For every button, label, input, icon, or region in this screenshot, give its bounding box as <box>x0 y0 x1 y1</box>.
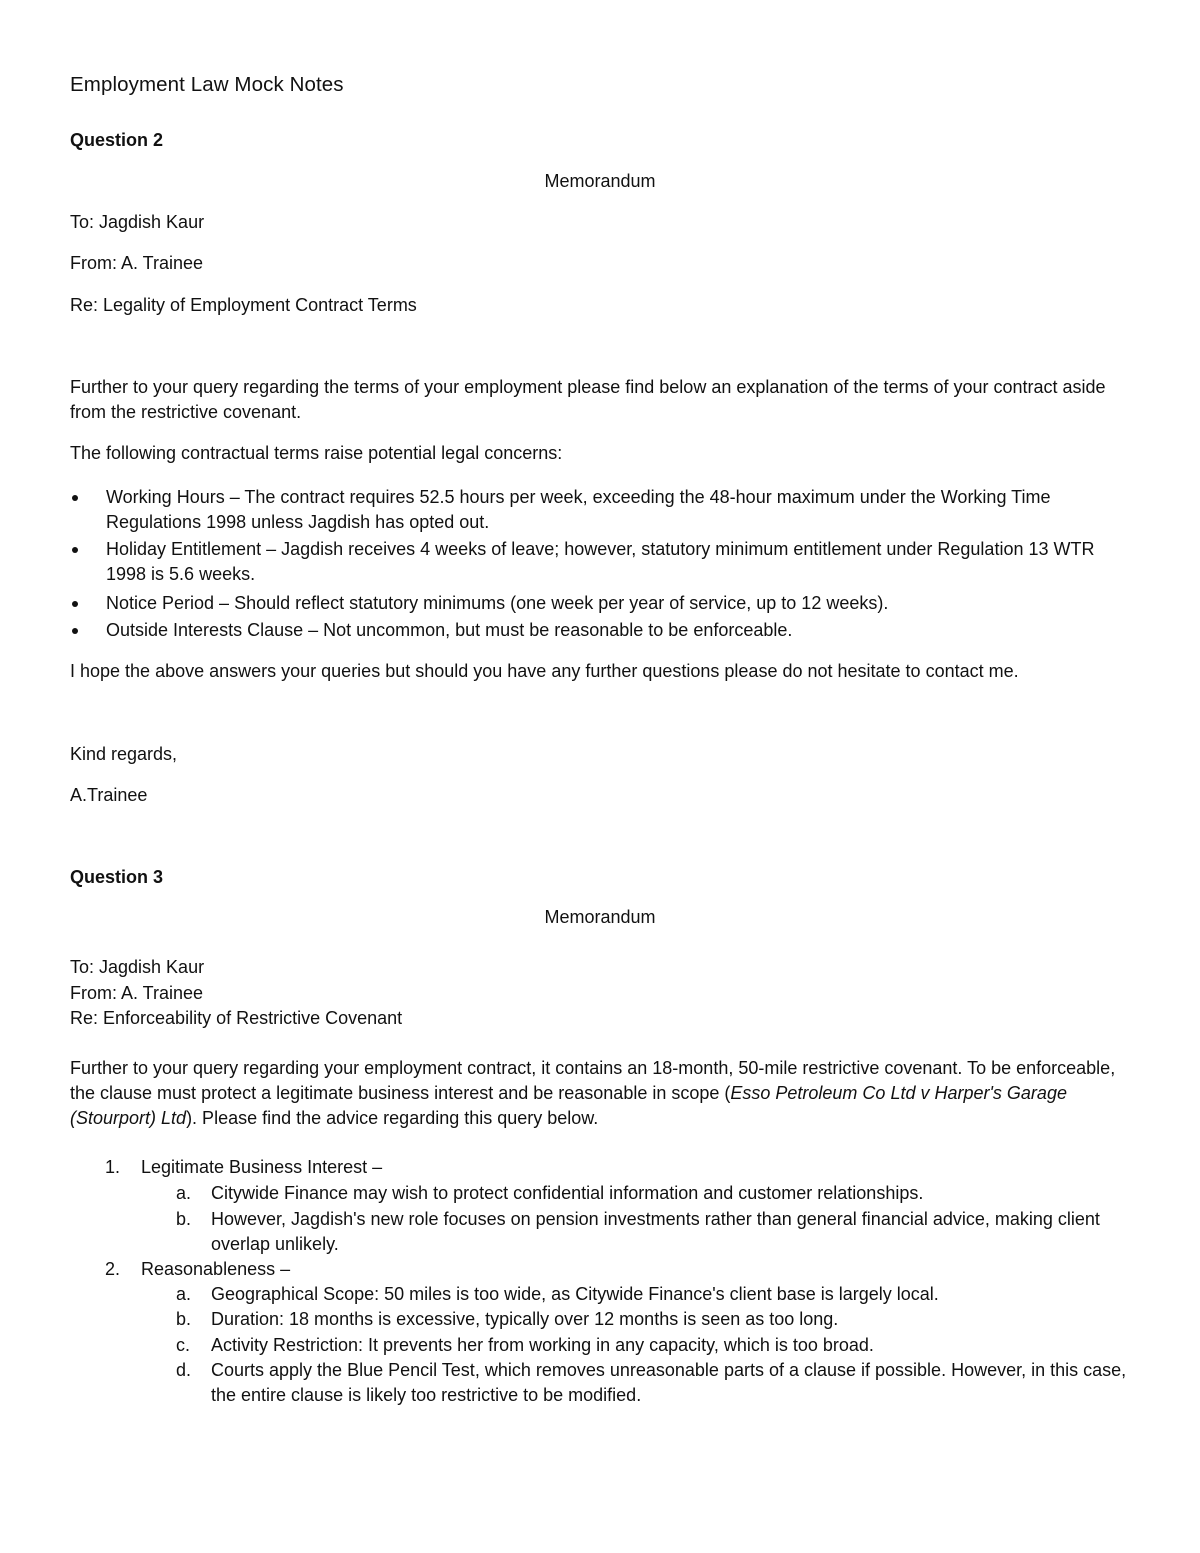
q3-re-line: Re: Enforceability of Restrictive Covenant <box>70 1008 403 1028</box>
q2-from-line: From: A. Trainee <box>70 253 204 273</box>
bullet-icon <box>72 601 78 607</box>
q3-intro-text: Further to your query regarding your employment contract, it contains an 18-month, 50-mile restrictive covenant. To be enforceable, the clause must protect a legitimate business interest and be reasonable in scope ( <box>70 1058 1116 1103</box>
list-letter: b. <box>176 1309 192 1329</box>
list-number: 2. <box>105 1259 121 1279</box>
list-letter: b. <box>176 1209 192 1229</box>
q2-intro-paragraph: Further to your query regarding the terms of your employment please find below an explanation of the terms of your contract aside from the restrictive covenant. <box>70 377 1106 422</box>
case-citation: Esso Petroleum Co Ltd v Harper's Garage (Stourport) Ltd <box>70 1083 1067 1128</box>
q3-sub-item-text: Geographical Scope: 50 miles is too wide, as Citywide Finance's client base is largely local. <box>211 1284 939 1304</box>
list-letter: a. <box>176 1284 192 1304</box>
q3-item-label: Legitimate Business Interest – <box>141 1157 383 1177</box>
q2-to-line: To: Jagdish Kaur <box>70 212 205 232</box>
bullet-icon <box>72 547 78 553</box>
q2-closing-sentence: I hope the above answers your queries but should you have any further questions please do not hesitate to contact me. <box>70 661 1019 681</box>
document-title: Employment Law Mock Notes <box>70 73 344 96</box>
q3-item-label: Reasonableness – <box>141 1259 291 1279</box>
q2-memo-title: Memorandum <box>544 171 656 191</box>
question-2-heading: Question 2 <box>70 130 164 150</box>
q3-memo-title: Memorandum <box>544 907 656 927</box>
question-3-heading: Question 3 <box>70 867 164 887</box>
list-letter: a. <box>176 1183 192 1203</box>
q3-sub-item-text: Activity Restriction: It prevents her from working in any capacity, which is too broad. <box>211 1335 874 1355</box>
q3-sub-item-text: Duration: 18 months is excessive, typically over 12 months is seen as too long. <box>211 1309 839 1329</box>
bullet-icon <box>72 495 78 501</box>
bullet-icon <box>72 628 78 634</box>
q2-bullet-text: Outside Interests Clause – Not uncommon, but must be reasonable to be enforceable. <box>106 620 793 640</box>
q2-signoff: Kind regards, <box>70 744 178 764</box>
q3-intro-text-end: ). Please find the advice regarding this query below. <box>186 1108 599 1128</box>
q2-re-line: Re: Legality of Employment Contract Terms <box>70 295 417 315</box>
q3-sub-item-text: However, Jagdish's new role focuses on pension investments rather than general financial advice, making client overlap unlikely. <box>211 1209 1100 1254</box>
q2-bullet-text: Holiday Entitlement – Jagdish receives 4 weeks of leave; however, statutory minimum entitlement under Regulation 13 WTR 1998 is 5.6 weeks. <box>106 539 1095 584</box>
q3-to-line: To: Jagdish Kaur <box>70 957 205 977</box>
q2-lead-sentence: The following contractual terms raise potential legal concerns: <box>70 443 563 463</box>
list-number: 1. <box>105 1157 121 1177</box>
q3-sub-item-text: Courts apply the Blue Pencil Test, which removes unreasonable parts of a clause if possible. However, in this case, the entire clause is likely too restrictive to be modified. <box>211 1360 1127 1405</box>
q3-from-line: From: A. Trainee <box>70 983 204 1003</box>
list-letter: c. <box>176 1335 191 1355</box>
list-letter: d. <box>176 1360 192 1380</box>
q3-intro-paragraph <box>70 1056 1130 1131</box>
q2-bullet-text: Notice Period – Should reflect statutory minimums (one week per year of service, up to 12 weeks). <box>106 593 889 613</box>
q2-signature: A.Trainee <box>70 785 148 805</box>
q3-sub-item-text: Citywide Finance may wish to protect confidential information and customer relationships. <box>211 1183 924 1203</box>
q2-bullet-text: Working Hours – The contract requires 52.5 hours per week, exceeding the 48-hour maximum under the Working Time Regulations 1998 unless Jagdish has opted out. <box>106 487 1051 532</box>
